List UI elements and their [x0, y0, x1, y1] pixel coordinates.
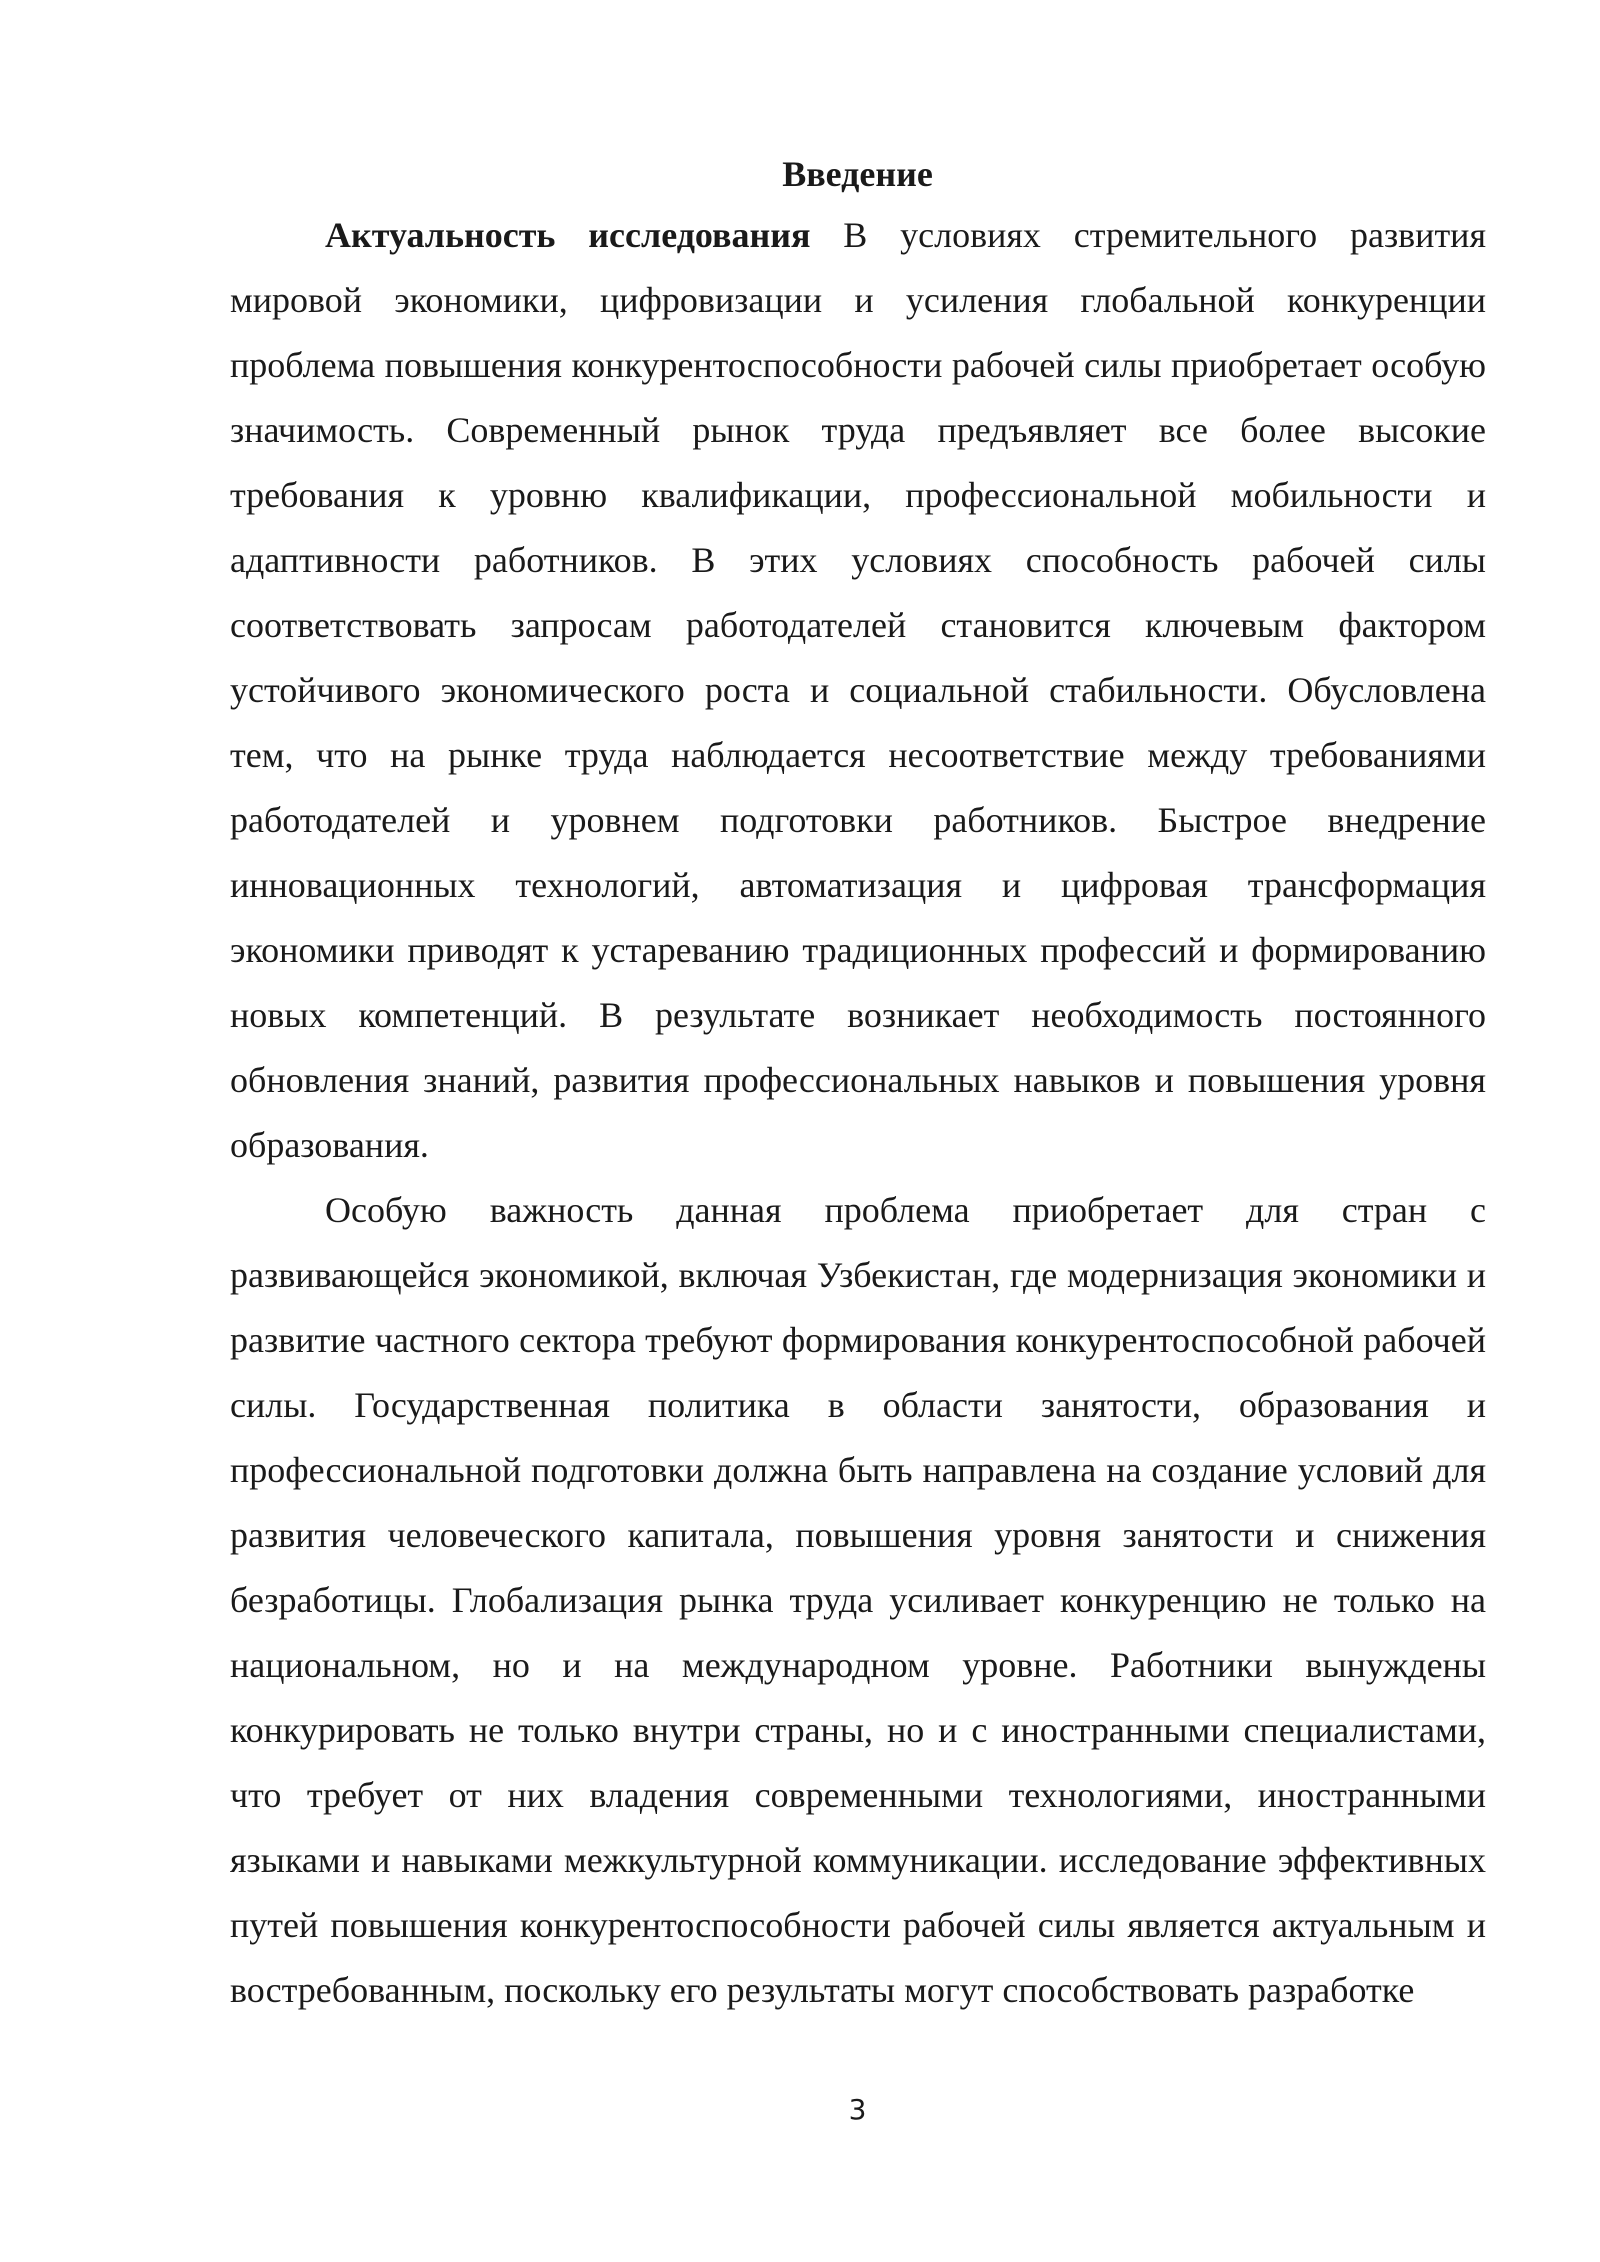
paragraph-lead: Актуальность исследования — [325, 215, 811, 255]
paragraph-relevance — [230, 203, 1486, 1178]
paragraph-importance — [230, 1178, 1486, 2023]
section-heading: Введение — [782, 154, 933, 194]
paragraph-text: Особую важность данная проблема приобретает для стран с развивающейся экономикой, включая Узбекистан, где модернизация экономики и развитие частного сектора требуют формирования конкурентоспособной рабочей силы. Государственная политика в области занятости, образования и профессиональной подготовки должна быть направлена на создание условий для развития человеческого капитала, повышения уровня занятости и снижения безработицы. Глобализация рынка труда усиливает конкуренцию не только на национальном, но и на международном уровне. Работники вынуждены конкурировать не только внутри страны, но и с иностранными специалистами, что требует от них владения современными технологиями, иностранными языками и навыками межкультурной коммуникации. исследование эффективных путей повышения конкурентоспособности рабочей силы является актуальным и востребованным, поскольку его результаты могут способствовать разработке — [230, 1190, 1486, 2010]
paragraph-text: В условиях стремительного развития мировой экономики, цифровизации и усиления глобальной конкуренции проблема повышения конкурентоспособности рабочей силы приобретает особую значимость. Современный рынок труда предъявляет все более высокие требования к уровню квалификации, профессиональной мобильности и адаптивности работников. В этих условиях способность рабочей силы соответствовать запросам работодателей становится ключевым фактором устойчивого экономического роста и социальной стабильности. Обусловлена тем, что на рынке труда наблюдается несоответствие между требованиями работодателей и уровнем подготовки работников. Быстрое внедрение инновационных технологий, автоматизация и цифровая трансформация экономики приводят к устареванию традиционных профессий и формированию новых компетенций. В результате возникает необходимость постоянного обновления знаний, развития профессиональных навыков и повышения уровня образования. — [230, 215, 1487, 1165]
document-body — [230, 203, 1486, 2023]
page-number: 3 — [848, 2093, 867, 2126]
